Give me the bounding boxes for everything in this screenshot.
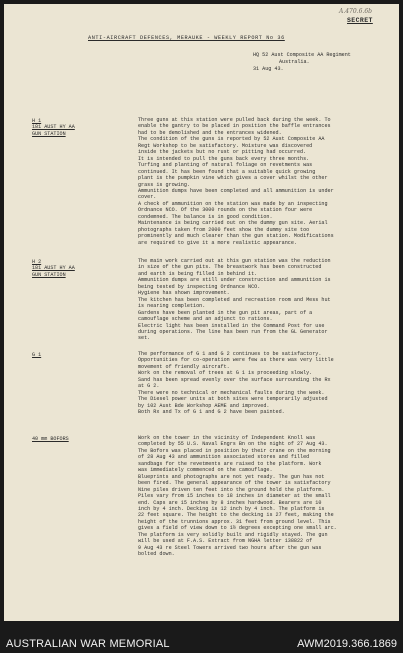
- report-text-line: being tested by inspecting Ordnance NCO.: [138, 283, 261, 290]
- classification-stamp: SECRET: [347, 17, 373, 24]
- report-text-line: had to be demolished and the entrances widened.: [138, 129, 282, 136]
- report-text-line: end. Caps are 15 inches by 8 inches hardwood. Bearers are 10: [138, 499, 322, 506]
- report-text-line: bolted down.: [138, 551, 175, 558]
- section-label-line: GUN STATION: [32, 130, 66, 137]
- document-page: [4, 4, 399, 621]
- report-text-line: Work on the tower in the vicinity of Independent Knoll was: [138, 435, 316, 441]
- report-text-line: Opportunities for co-operation were few as there was very little: [138, 357, 334, 364]
- report-text-line: The performance of G 1 and G 2 continues to be satisfactory.: [138, 351, 322, 357]
- report-text-line: height of the trunnions approx. 31 feet from ground level. This: [138, 518, 331, 525]
- report-text-line: Nine piles driven ten feet into the ground hold the platform.: [138, 486, 325, 493]
- report-text-line: Ammunition dumps are still under construction and ammunition is: [138, 277, 331, 284]
- hq-line: HQ 52 Aust Composite AA Regiment: [253, 52, 351, 58]
- hq-line: Australia.: [279, 59, 310, 65]
- handwritten-reference: A.470.6.6b: [339, 8, 372, 15]
- report-text-line: 22 feet square. The height to the decking is 27 feet, making the: [138, 512, 334, 519]
- archive-footer: [0, 621, 403, 653]
- report-text-line: The kitchen has been completed and recreation room and Mess hut: [138, 296, 331, 303]
- section-body: [138, 258, 393, 342]
- report-text-line: photographs taken from 2000 feet show the dummy site too: [138, 226, 310, 233]
- report-text-line: inch by 4 inch. Decking is 12 inch by 4 inch. The platform is: [138, 505, 325, 512]
- report-text-line: The main work carried out at this gun station was the reduction: [138, 258, 331, 264]
- report-text-line: by 102 Aust Bde Workshop AEME and improved.: [138, 402, 270, 409]
- report-text-line: are required to give it a more realistic appearance.: [138, 239, 297, 246]
- report-text-line: continued. It has been found that a suitable quick growing: [138, 168, 316, 175]
- report-text-line: The Bofors was placed in position by their crane on the morning: [138, 447, 331, 454]
- report-text-line: The condition of the guns is reported by 52 Aust Composite AA: [138, 136, 325, 143]
- section-label-line: 40 mm BOFORS: [32, 436, 69, 442]
- section-label: [32, 259, 75, 278]
- section-body: [138, 351, 393, 416]
- report-text-line: will be used at F.A.S. Extract from NGHA letter 138822 of: [138, 538, 313, 545]
- report-text-line: A check of ammunition on the station was made by an inspecting: [138, 200, 328, 207]
- report-title: ANTI-AIRCRAFT DEFENCES, MERAUKE - WEEKLY REPORT No 36: [88, 35, 285, 41]
- report-text-line: Hygiene has shown improvement.: [138, 290, 230, 297]
- report-text-line: been fired. The general appearance of the tower is satisfactory: [138, 480, 331, 487]
- hq-address-block: [253, 52, 351, 73]
- report-text-line: camouflage scheme and an adjunct to rations.: [138, 316, 273, 323]
- section-body: [138, 117, 393, 246]
- report-text-line: The platform is very solidly built and rigidly stayed. The gun: [138, 531, 328, 538]
- report-text-line: grass is growing.: [138, 181, 190, 188]
- report-text-line: Electric light has been installed in the Command Post for use: [138, 322, 325, 329]
- section-label-line: H 2: [32, 259, 42, 265]
- report-text-line: Work on the removal of trees at G 1 is proceeding slowly.: [138, 370, 313, 377]
- report-text-line: The Diesel power units at both sites were temporarily adjusted: [138, 396, 328, 403]
- report-text-line: Blueprints and photographs are not yet ready. The gun has not: [138, 473, 325, 480]
- report-text-line: at G 2.: [138, 383, 160, 390]
- report-text-line: was immediately commenced on the camouflage.: [138, 467, 273, 474]
- report-text-line: Gardens have been planted in the gun pit areas, part of a: [138, 309, 313, 316]
- report-text-line: completed by 55 U.S. Naval Engrs Bn on the night of 27 Aug 43.: [138, 441, 328, 448]
- report-text-line: is nearing completion.: [138, 303, 206, 310]
- report-text-line: inside the jackets but no rust or pitting had occurred.: [138, 149, 307, 156]
- report-text-line: Ammunition dumps have been completed and all ammunition is under: [138, 187, 334, 194]
- report-text-line: Turfing and planting of natural foliage on revetments was: [138, 162, 313, 169]
- report-text-line: Ordnance NCO. Of the 3000 rounds on the station four were: [138, 207, 313, 214]
- section-label: [32, 118, 75, 137]
- section-label: [32, 352, 41, 358]
- report-text-line: prominently and much clearer than the gun station. Modifications: [138, 233, 334, 240]
- report-text-line: It is intended to pull the guns back every three months.: [138, 155, 310, 162]
- section-label: [32, 436, 69, 442]
- report-text-line: movement of friendly aircraft.: [138, 363, 230, 370]
- report-text-line: condemned. The balance is in good condition.: [138, 213, 273, 220]
- report-text-line: Both Rx and Tx of G 1 and G 2 have been painted.: [138, 409, 285, 416]
- report-text-line: Three guns at this station were pulled back during the week. To: [138, 117, 331, 123]
- report-text-line: and earth is being filled in behind it.: [138, 270, 258, 277]
- section-label-line: 181 AUST HY AA: [32, 265, 75, 272]
- report-text-line: of 28 Aug 43 and ammunition associated stores and filled: [138, 454, 310, 461]
- report-text-line: Piles vary from 15 inches to 18 inches in diameter at the small: [138, 493, 331, 500]
- section-label-line: G 1: [32, 352, 42, 358]
- report-text-line: set.: [138, 335, 151, 342]
- report-text-line: sandbags for the revetments are raised to the platform. Work: [138, 460, 322, 467]
- report-text-line: gives a field of view down to 1½ degrees excepting one small arc.: [138, 525, 337, 532]
- report-text-line: enable the gantry to be placed in position the baffle entrances: [138, 123, 331, 130]
- report-text-line: There were no technical or mechanical faults during the week.: [138, 389, 325, 396]
- section-label-line: 181 AUST HY AA: [32, 124, 75, 131]
- footer-institution: AUSTRALIAN WAR MEMORIAL: [6, 638, 170, 650]
- section-label-line: GUN STATION: [32, 271, 66, 278]
- section-body: [138, 435, 393, 558]
- report-text-line: 9 Aug 43 re Steel Towers arrived two hours after the gun was: [138, 544, 322, 551]
- report-text-line: in size of the gun pits. The breastwork has been constructed: [138, 264, 322, 271]
- report-text-line: Regt Workshop to be satisfactory. Moisture was discovered: [138, 142, 313, 149]
- report-text-line: plant is the pumpkin vine which gives a cover whilst the other: [138, 175, 328, 182]
- hq-line: 31 Aug 43.: [253, 66, 284, 72]
- section-label-line: H 1: [32, 118, 42, 124]
- report-text-line: Maintenance is being carried out on the dummy gun site. Aerial: [138, 220, 328, 227]
- footer-accession-number: AWM2019.366.1869: [297, 638, 397, 650]
- report-text-line: during operations. The line has been run from the GL Generator: [138, 328, 328, 335]
- report-text-line: cover.: [138, 194, 157, 201]
- report-text-line: Sand has been spread evenly over the surface surrounding the Rx: [138, 376, 331, 383]
